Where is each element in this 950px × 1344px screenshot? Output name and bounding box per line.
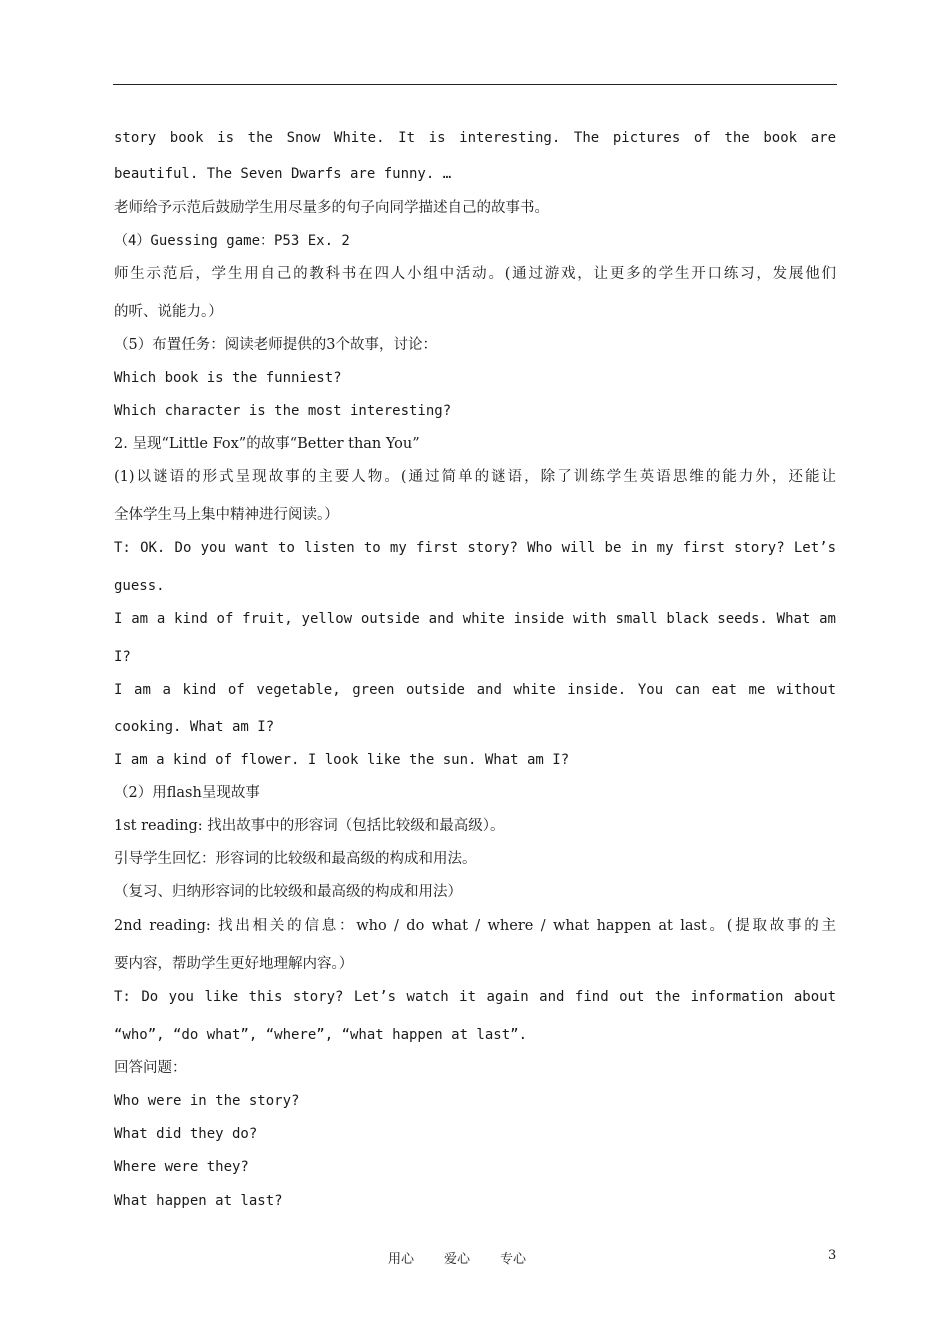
text-line: What did they do? (114, 1126, 258, 1142)
text-line: story book is the Snow White. It is interesting. The pictures of the book are (114, 130, 836, 146)
text-line: （复习、归纳形容词的比较级和最高级的构成和用法） (114, 884, 462, 900)
text-line: guess. (114, 578, 165, 594)
text-line: I am a kind of fruit, yellow outside and white inside with small black seeds. What am (114, 611, 836, 627)
text-line: （5）布置任务：阅读老师提供的3个故事，讨论： (114, 337, 437, 353)
text-line: 师生示范后，学生用自己的教科书在四人小组中活动。(通过游戏，让更多的学生开口练习，发展他们 (114, 266, 836, 282)
footer-motto-word: 用心 (388, 1252, 415, 1267)
text-line: I am a kind of vegetable, green outside and white inside. You can eat me without (114, 682, 836, 698)
text-line: 引导学生回忆：形容词的比较级和最高级的构成和用法。 (114, 851, 477, 867)
text-line: 要内容，帮助学生更好地理解内容。） (114, 956, 354, 972)
text-line: beautiful. The Seven Dwarfs are funny. … (114, 166, 452, 182)
text-line: I? (114, 649, 131, 665)
text-line: 全体学生马上集中精神进行阅读。） (114, 507, 339, 523)
text-line: Which book is the funniest? (114, 370, 342, 386)
text-line: T: Do you like this story? Let’s watch it again and find out the information about (114, 989, 836, 1005)
text-line: 老师给予示范后鼓励学生用尽量多的句子向同学描述自己的故事书。 (114, 200, 549, 216)
text-line: 2. 呈现“Little Fox”的故事“Better than You” (114, 436, 420, 452)
text-line: Where were they? (114, 1159, 249, 1175)
text-line: 回答问题： (114, 1060, 187, 1076)
footer-motto-word: 专心 (500, 1252, 527, 1267)
text-line: （4）Guessing game：P53 Ex. 2 (114, 233, 350, 249)
text-line: “who”, “do what”, “where”, “what happen at last”. (114, 1027, 528, 1043)
text-line: 的听、说能力。） (114, 304, 223, 320)
header-rule (113, 84, 837, 85)
text-line: Which character is the most interesting? (114, 403, 452, 419)
page-number: 3 (828, 1248, 837, 1263)
text-line: What happen at last? (114, 1193, 283, 1209)
text-line: 2nd reading: 找出相关的信息：who / do what / where / what happen at last。(提取故事的主 (114, 918, 836, 934)
text-line: 1st reading: 找出故事中的形容词（包括比较级和最高级）。 (114, 818, 505, 834)
text-line: cooking. What am I? (114, 719, 275, 735)
text-line: Who were in the story? (114, 1093, 300, 1109)
text-line: T: OK. Do you want to listen to my first story? Who will be in my first story? Let’s (114, 540, 836, 556)
footer-motto (388, 1248, 556, 1267)
text-line: I am a kind of flower. I look like the sun. What am I? (114, 752, 570, 768)
text-line: （2）用flash呈现故事 (114, 785, 260, 801)
text-line: (1)以谜语的形式呈现故事的主要人物。(通过简单的谜语，除了训练学生英语思维的能力外，还能让 (114, 469, 836, 485)
footer-motto-word: 爱心 (444, 1252, 471, 1267)
